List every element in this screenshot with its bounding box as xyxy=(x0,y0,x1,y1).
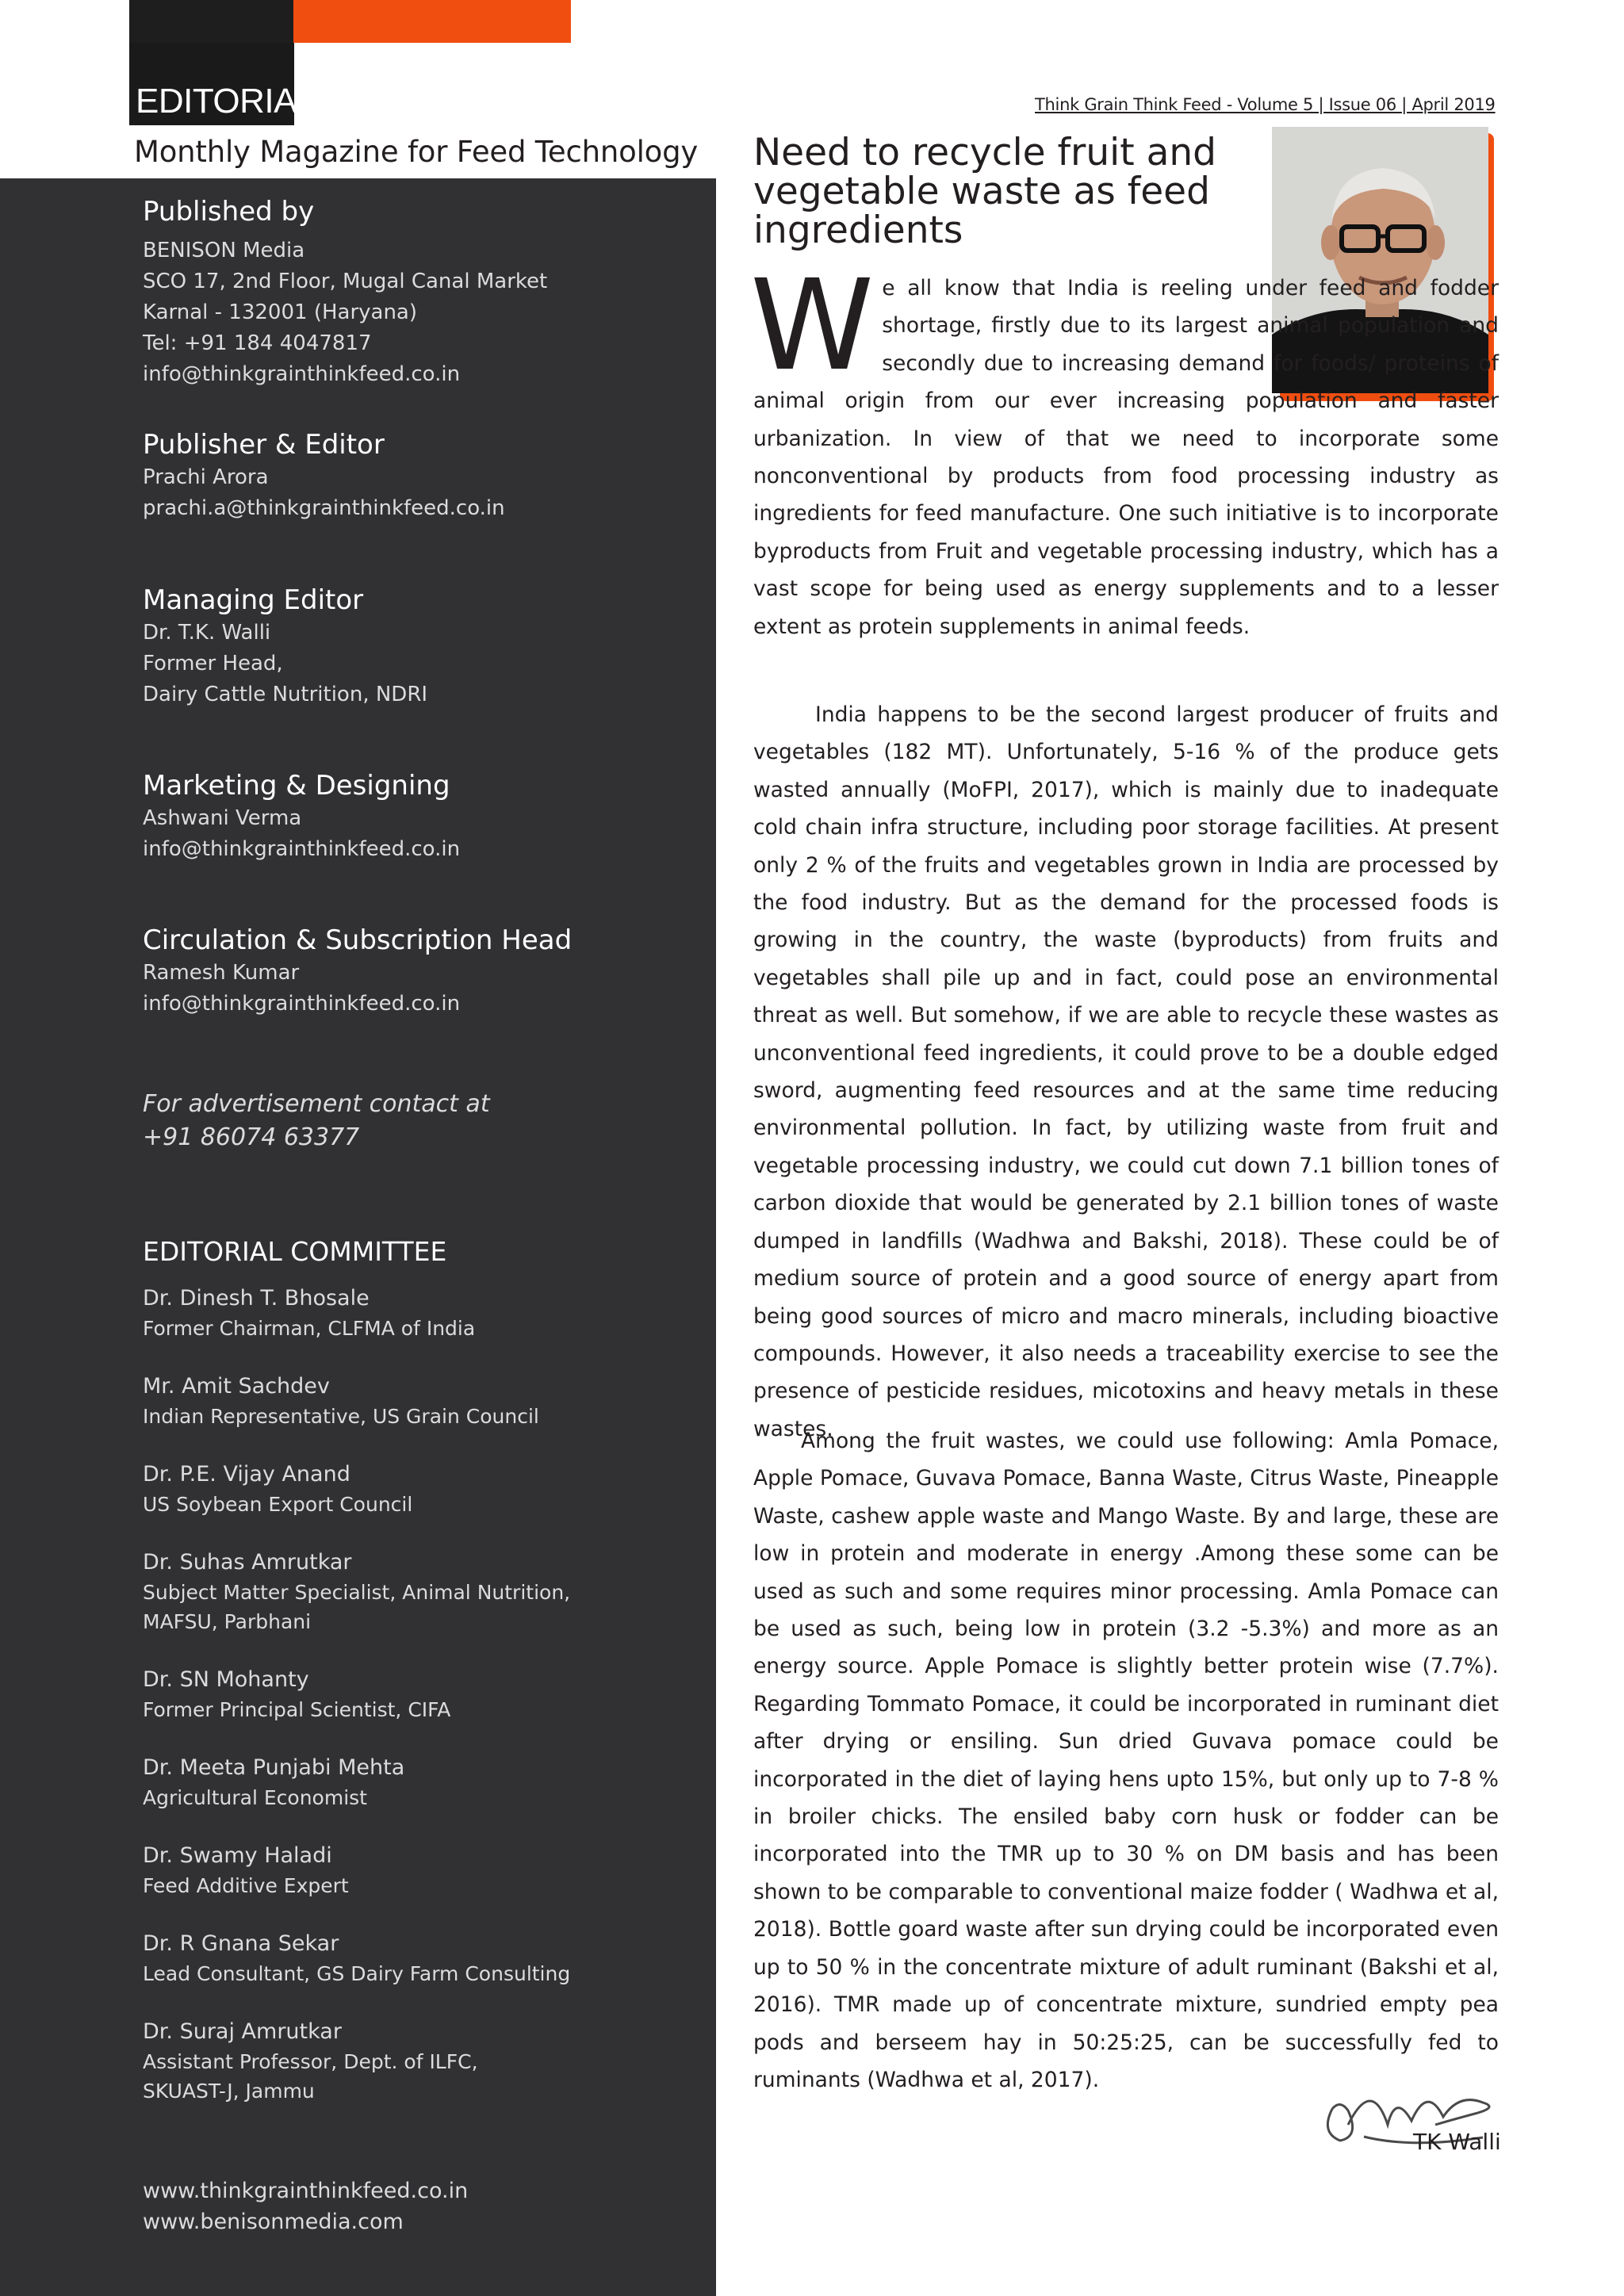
committee-member-name: Dr. Dinesh T. Bhosale xyxy=(143,1286,370,1311)
committee-member xyxy=(143,1665,570,1724)
author-signature-name: TK Walli xyxy=(1413,2129,1501,2155)
committee-member xyxy=(143,1460,570,1519)
committee-member-name: Dr. Suraj Amrutkar xyxy=(143,2019,342,2044)
article-title: Need to recycle fruit and vegetable waste as feed ingredients xyxy=(753,131,1217,252)
publisher-company: BENISON Media xyxy=(143,239,305,262)
circulation-block xyxy=(143,923,572,1020)
committee-heading: EDITORIAL COMMITTEE xyxy=(143,1236,447,1267)
advertisement-label: For advertisement contact at xyxy=(143,1090,490,1118)
committee-member xyxy=(143,1284,570,1343)
marketing-email[interactable]: info@thinkgrainthinkfeed.co.in xyxy=(143,837,461,861)
committee-member xyxy=(143,1929,570,1988)
publisher-city: Karnal - 132001 (Haryana) xyxy=(143,300,418,324)
committee-member-name: Dr. R Gnana Sekar xyxy=(143,1931,339,1956)
magazine-subtitle: Monthly Magazine for Feed Technology xyxy=(134,135,699,169)
publisher-address: SCO 17, 2nd Floor, Mugal Canal Market xyxy=(143,270,548,293)
publisher-editor-name: Prachi Arora xyxy=(143,465,269,489)
publisher-editor-block xyxy=(143,427,505,524)
committee-member-name: Dr. SN Mohanty xyxy=(143,1667,309,1692)
managing-editor-name: Dr. T.K. Walli xyxy=(143,621,271,645)
publisher-editor-email[interactable]: prachi.a@thinkgrainthinkfeed.co.in xyxy=(143,496,505,520)
paragraph-text: e all know that India is reeling under feed and fodder shortage, firstly due to its largest animal population and secondly due to increasing demand for foods/ proteins of animal origin from our ever increasing population and faster urbanization. In view of that we need to incorporate some nonconventional by products from food processing industry as ingredients for feed manufacture. One such initiative is to incorporate byproducts from Fruit and vegetable processing industry, which has a vast scope for being used as energy supplements and to a lesser extent as protein supplements in animal feeds. xyxy=(753,276,1499,639)
websites-block xyxy=(143,2175,468,2237)
committee-member-role: Feed Additive Expert xyxy=(143,1874,349,1897)
editorial-committee-block xyxy=(143,1234,570,2106)
committee-member xyxy=(143,2017,570,2106)
publisher-phone: Tel: +91 184 4047817 xyxy=(143,331,372,355)
committee-member-name: Mr. Amit Sachdev xyxy=(143,1374,330,1399)
committee-member-name: Dr. Meeta Punjabi Mehta xyxy=(143,1755,405,1780)
committee-member-name: Dr. Suhas Amrutkar xyxy=(143,1550,352,1575)
website-link[interactable]: www.benisonmedia.com xyxy=(143,2210,404,2234)
committee-member xyxy=(143,1841,570,1900)
committee-member-role: Assistant Professor, Dept. of ILFC, xyxy=(143,2050,478,2073)
committee-member-role: Former Chairman, CLFMA of India xyxy=(143,1317,476,1340)
publisher-editor-heading: Publisher & Editor xyxy=(143,429,385,461)
committee-member xyxy=(143,1753,570,1812)
committee-member-role: SKUAST-J, Jammu xyxy=(143,2080,315,2103)
committee-member xyxy=(143,1372,570,1431)
committee-member-role: Lead Consultant, GS Dairy Farm Consulting xyxy=(143,1962,571,1985)
committee-member-role: US Soybean Export Council xyxy=(143,1493,413,1516)
circulation-email[interactable]: info@thinkgrainthinkfeed.co.in xyxy=(143,992,461,1016)
managing-editor-dept: Dairy Cattle Nutrition, NDRI xyxy=(143,683,428,706)
article-paragraph-2: India happens to be the second largest producer of fruits and vegetables (182 MT). Unfortunately, 5-16 % of the produce gets wasted annually (MoFPI, 2017), which is mainly due to inadequate cold chain infra structure, including poor storage facilities. At present only 2 % of the fruits and vegetables grown in India are processed by the food industry. But as the demand for the processed foods is growing in the country, the waste (byproducts) from fruits and vegetables shall pile up and in fact, could pose an environmental threat as well. But somehow, if we are able to recycle these wastes as unconventional feed ingredients, it could prove to be a double edged sword, augmenting feed resources and at the same time reducing environmental pollution. In fact, by utilizing waste from fruit and vegetable processing industry, we could cut down 7.1 billion tones of carbon dioxide that would be generated by 2.1 billion tones of waste dumped in landfills (Wadhwa and Bakshi, 2018). These could be of medium source of protein and a good source of energy apart from being good sources of micro and macro minerals, including bioactive compounds. However, it also needs a traceability exercise to see the presence of pesticide residues, micotoxins and heavy metals in these wastes. xyxy=(753,702,1499,1441)
circulation-name: Ramesh Kumar xyxy=(143,961,300,985)
circulation-heading: Circulation & Subscription Head xyxy=(143,924,573,956)
advertisement-phone[interactable]: +91 86074 63377 xyxy=(143,1123,360,1151)
header-dark-bar xyxy=(129,0,293,43)
drop-cap: W xyxy=(750,253,875,399)
marketing-name: Ashwani Verma xyxy=(143,806,302,830)
marketing-heading: Marketing & Designing xyxy=(143,770,450,802)
committee-member-role: Indian Representative, US Grain Council xyxy=(143,1405,539,1428)
issue-line[interactable]: Think Grain Think Feed - Volume 5 | Issue 06 | April 2019 xyxy=(1035,95,1496,114)
managing-editor-title: Former Head, xyxy=(143,652,283,675)
publisher-email[interactable]: info@thinkgrainthinkfeed.co.in xyxy=(143,362,461,386)
website-link[interactable]: www.thinkgrainthinkfeed.co.in xyxy=(143,2179,469,2203)
published-by-heading: Published by xyxy=(143,196,315,228)
marketing-block xyxy=(143,768,460,865)
committee-member-name: Dr. Swamy Haladi xyxy=(143,1843,332,1868)
section-tag: EDITORIAL xyxy=(129,43,294,125)
committee-member-role: Subject Matter Specialist, Animal Nutrition, xyxy=(143,1581,571,1604)
managing-editor-heading: Managing Editor xyxy=(143,584,364,616)
published-by-block xyxy=(143,194,547,390)
article-paragraph-3: Among the fruit wastes, we could use following: Amla Pomace, Apple Pomace, Guvava Pomace, Banna Waste, Citrus Waste, Pineapple Waste, cashew apple waste and Mango Waste. By and large, these are low in protein and moderate in energy .Among these some can be used as such and some requires minor processing. Amla Pomace can be used as such, being low in protein (3.2 -5.3%) and more as an energy source. Apple Pomace is slightly better protein wise (7.7%). Regarding Tommato Pomace, it could be incorporated in ruminant diet after drying or ensiling. Sun dried Guvava pomace could be incorporated in the diet of laying hens upto 15%, but only up to 7-8 % in broiler chicks. The ensiled baby corn husk or fodder can be incorporated into the TMR up to 30 % on DM basis and has been shown to be comparable to conventional maize fodder ( Wadhwa et al, 2018). Bottle goard waste after sun drying could be incorporated even up to 50 % in the concentrate mixture of adult ruminant (Bakshi et al, 2016). TMR made up of concentrate mixture, sundried empty pea pods and berseem hay in 50:25:25, can be successfully fed to ruminants (Wadhwa et al, 2017). xyxy=(753,1429,1499,2092)
managing-editor-block xyxy=(143,583,427,710)
committee-member-role: MAFSU, Parbhani xyxy=(143,1610,312,1633)
committee-member xyxy=(143,1548,570,1636)
committee-member-role: Former Principal Scientist, CIFA xyxy=(143,1698,451,1721)
committee-member-role: Agricultural Economist xyxy=(143,1786,367,1809)
committee-member-name: Dr. P.E. Vijay Anand xyxy=(143,1462,350,1487)
article-paragraph-1 xyxy=(750,253,1499,645)
advertisement-block xyxy=(143,1088,490,1154)
